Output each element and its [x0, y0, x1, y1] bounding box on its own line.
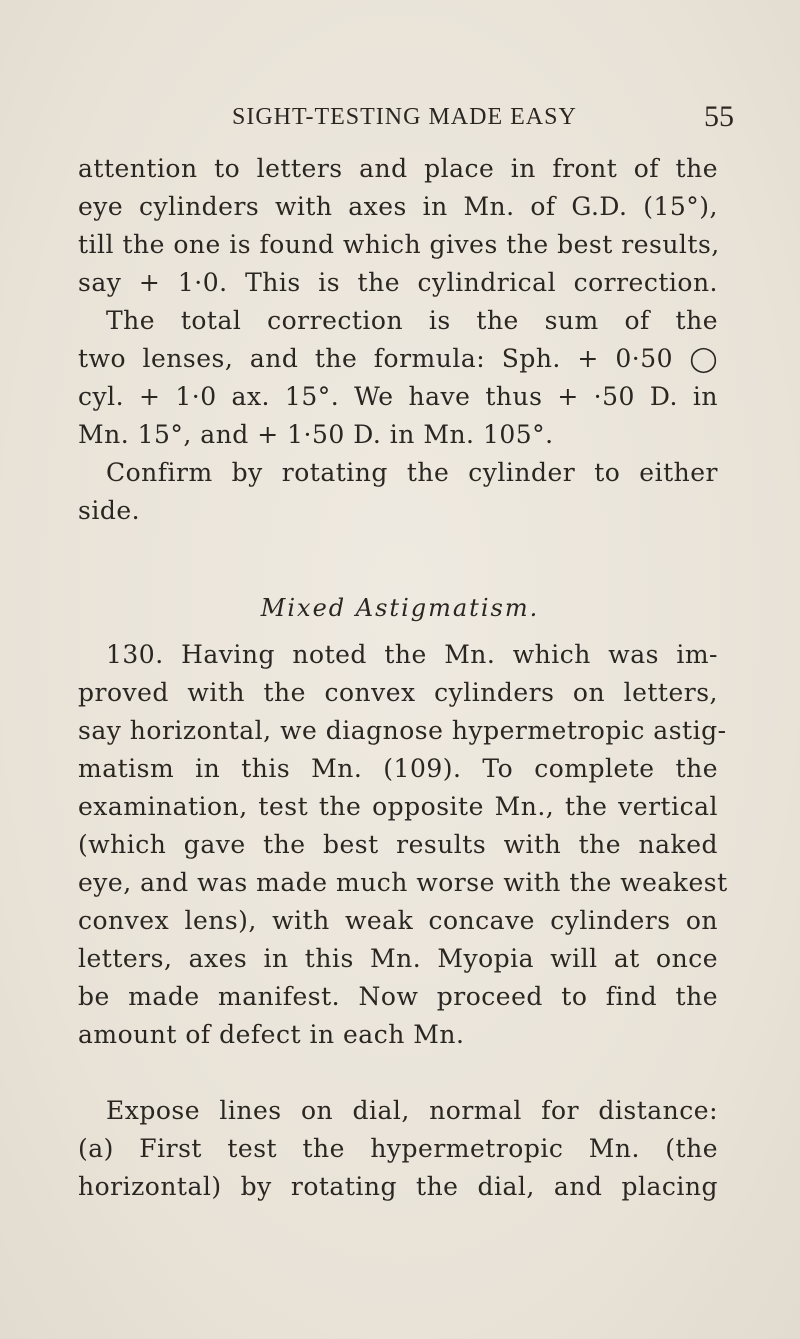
- text-line: Expose lines on dial, normal for distance:: [106, 1096, 718, 1125]
- text-line: attention to letters and place in front of the: [78, 154, 718, 183]
- text-line: matism in this Mn. (109). To complete the: [78, 754, 718, 783]
- text-line: 130. Having noted the Mn. which was im-: [106, 640, 718, 669]
- running-title: SIGHT-TESTING MADE EASY: [232, 104, 577, 130]
- text-line: till the one is found which gives the best results,: [78, 230, 720, 259]
- text-line: two lenses, and the formula: Sph. + 0·50 ◯: [78, 344, 718, 373]
- text-line: cyl. + 1·0 ax. 15°. We have thus + ·50 D. in: [78, 382, 718, 411]
- text-line: side.: [78, 496, 141, 525]
- text-line: horizontal) by rotating the dial, and placing: [78, 1172, 718, 1201]
- text-line: Mn. 15°, and + 1·50 D. in Mn. 105°.: [78, 420, 554, 449]
- text-line: (which gave the best results with the naked: [78, 830, 718, 859]
- text-line: convex lens), with weak concave cylinders on: [78, 906, 718, 935]
- text-line: (a) First test the hypermetropic Mn. (the: [78, 1134, 718, 1163]
- text-line: eye cylinders with axes in Mn. of G.D. (15°),: [78, 192, 718, 221]
- text-line: examination, test the opposite Mn., the vertical: [78, 792, 718, 821]
- text-line: amount of defect in each Mn.: [78, 1020, 465, 1049]
- text-line: be made manifest. Now proceed to find the: [78, 982, 718, 1011]
- text-line: letters, axes in this Mn. Myopia will at once: [78, 944, 718, 973]
- text-line: say horizontal, we diagnose hypermetropic astig-: [78, 716, 727, 745]
- running-head: [0, 100, 800, 144]
- page-number: 55: [704, 100, 734, 133]
- text-line: proved with the convex cylinders on letters,: [78, 678, 718, 707]
- section-heading: Mixed Astigmatism.: [260, 594, 540, 622]
- text-line: say + 1·0. This is the cylindrical correction.: [78, 268, 718, 297]
- text-line: Confirm by rotating the cylinder to either: [106, 458, 718, 487]
- text-line: The total correction is the sum of the: [106, 306, 718, 335]
- text-line: eye, and was made much worse with the weakest: [78, 868, 728, 897]
